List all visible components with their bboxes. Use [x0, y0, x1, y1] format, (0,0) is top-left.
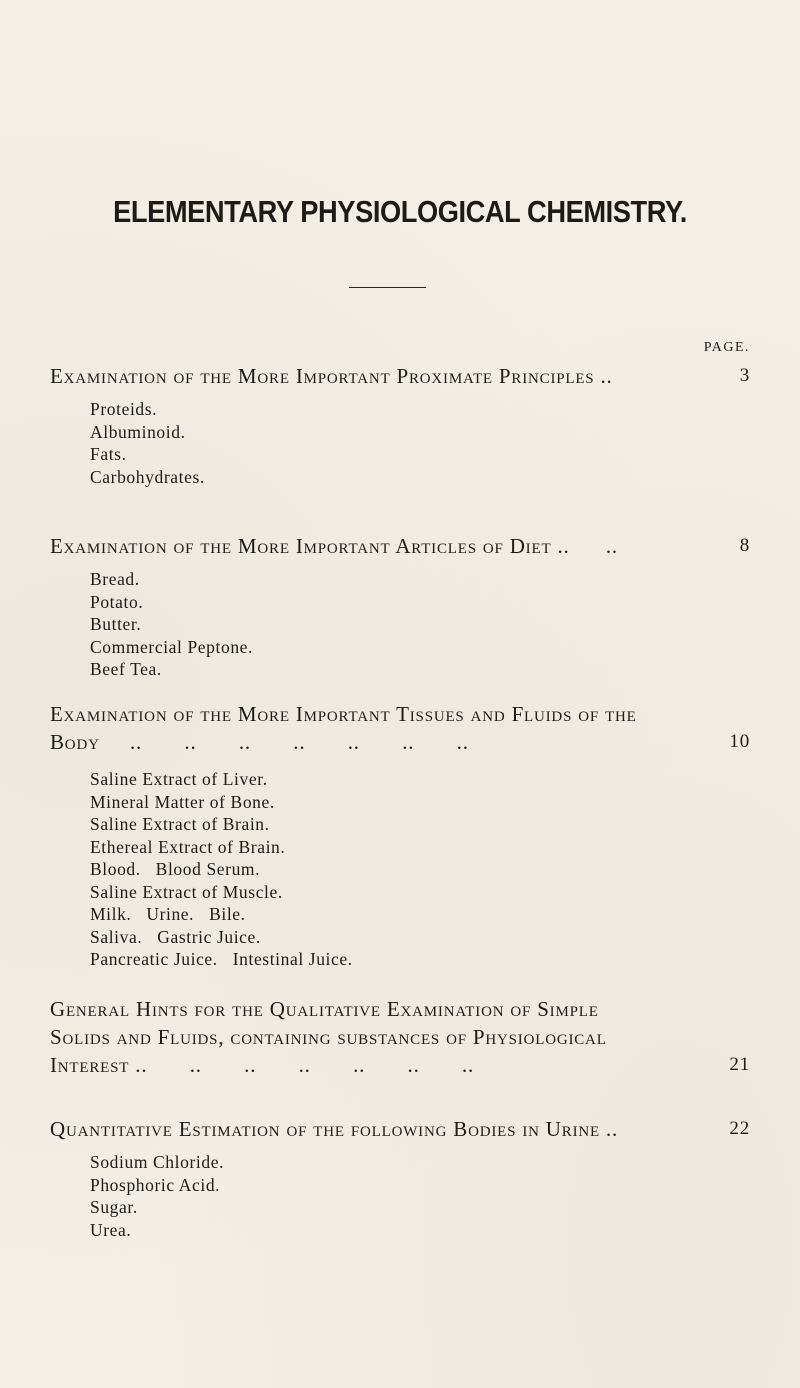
toc-section-tissues-and-fluids	[50, 700, 750, 971]
toc-heading-line: Body .. .. .. .. .. .. ..	[50, 730, 469, 754]
toc-subitem: Butter.	[90, 614, 142, 634]
toc-page-number: 3	[739, 365, 750, 386]
toc-page-number: 21	[729, 1054, 750, 1075]
toc-heading-line: General Hints for the Qualitative Examination of Simple	[50, 997, 599, 1021]
toc-subitem: Beef Tea.	[90, 659, 162, 679]
toc-heading	[50, 532, 750, 560]
toc-subitem: Bread.	[90, 569, 140, 589]
toc-subitems	[90, 398, 740, 488]
toc-subitem: Saline Extract of Muscle.	[90, 881, 283, 902]
toc-subitem: Ethereal Extract of Brain.	[90, 836, 286, 857]
toc-heading-line: Examination of the More Important Articles of Diet .. ..	[50, 534, 618, 558]
toc-subitem: Proteids.	[90, 399, 158, 419]
toc-subitem: Milk. Urine. Bile.	[90, 904, 246, 924]
toc-subitem: Sugar.	[90, 1197, 138, 1217]
toc-subitem: Commercial Peptone.	[90, 636, 254, 657]
toc-heading-line: Examination of the More Important Proximate Principles ..	[50, 364, 613, 388]
toc-subitem: Saliva. Gastric Juice.	[90, 926, 261, 947]
page-title: ELEMENTARY PHYSIOLOGICAL CHEMISTRY.	[113, 194, 687, 229]
toc-section-articles-of-diet	[50, 532, 750, 681]
toc-subitem: Fats.	[90, 444, 127, 464]
toc-heading-line: Quantitative Estimation of the following Bodies in Urine ..	[50, 1117, 619, 1141]
toc-section-quantitative-estimation	[50, 1115, 750, 1241]
toc-subitem: Pancreatic Juice. Intestinal Juice.	[90, 949, 353, 969]
toc-subitems	[90, 768, 740, 971]
toc-page-number: 22	[729, 1118, 750, 1139]
toc-subitems	[90, 568, 740, 681]
toc-heading	[50, 995, 750, 1079]
toc-subitem: Urea.	[90, 1219, 132, 1240]
toc-subitem: Sodium Chloride.	[90, 1152, 225, 1172]
title-rule	[349, 287, 426, 288]
toc-page-number: 10	[729, 731, 750, 752]
toc-heading-line: Interest .. .. .. .. .. .. ..	[50, 1053, 475, 1077]
toc-heading	[50, 1115, 750, 1143]
toc-heading-line: Solids and Fluids, containing substances of Physiological	[50, 1025, 607, 1049]
toc-subitem: Saline Extract of Brain.	[90, 814, 270, 834]
toc-subitems	[90, 1151, 740, 1241]
toc-heading	[50, 362, 750, 390]
toc-heading-line: Examination of the More Important Tissues and Fluids of the	[50, 702, 637, 726]
toc-page-number: 8	[739, 535, 750, 556]
toc-subitem: Mineral Matter of Bone.	[90, 791, 275, 812]
toc-subitem: Carbohydrates.	[90, 466, 205, 487]
toc-subitem: Potato.	[90, 591, 144, 612]
toc-subitem: Phosphoric Acid.	[90, 1174, 221, 1195]
toc-section-general-hints	[50, 995, 750, 1079]
toc-subitem: Albuminoid.	[90, 421, 186, 442]
toc-section-proximate-principles	[50, 362, 750, 488]
toc-subitem: Blood. Blood Serum.	[90, 859, 261, 879]
page-column-label: PAGE.	[703, 340, 750, 355]
toc-subitem: Saline Extract of Liver.	[90, 769, 268, 789]
toc-heading	[50, 700, 750, 756]
